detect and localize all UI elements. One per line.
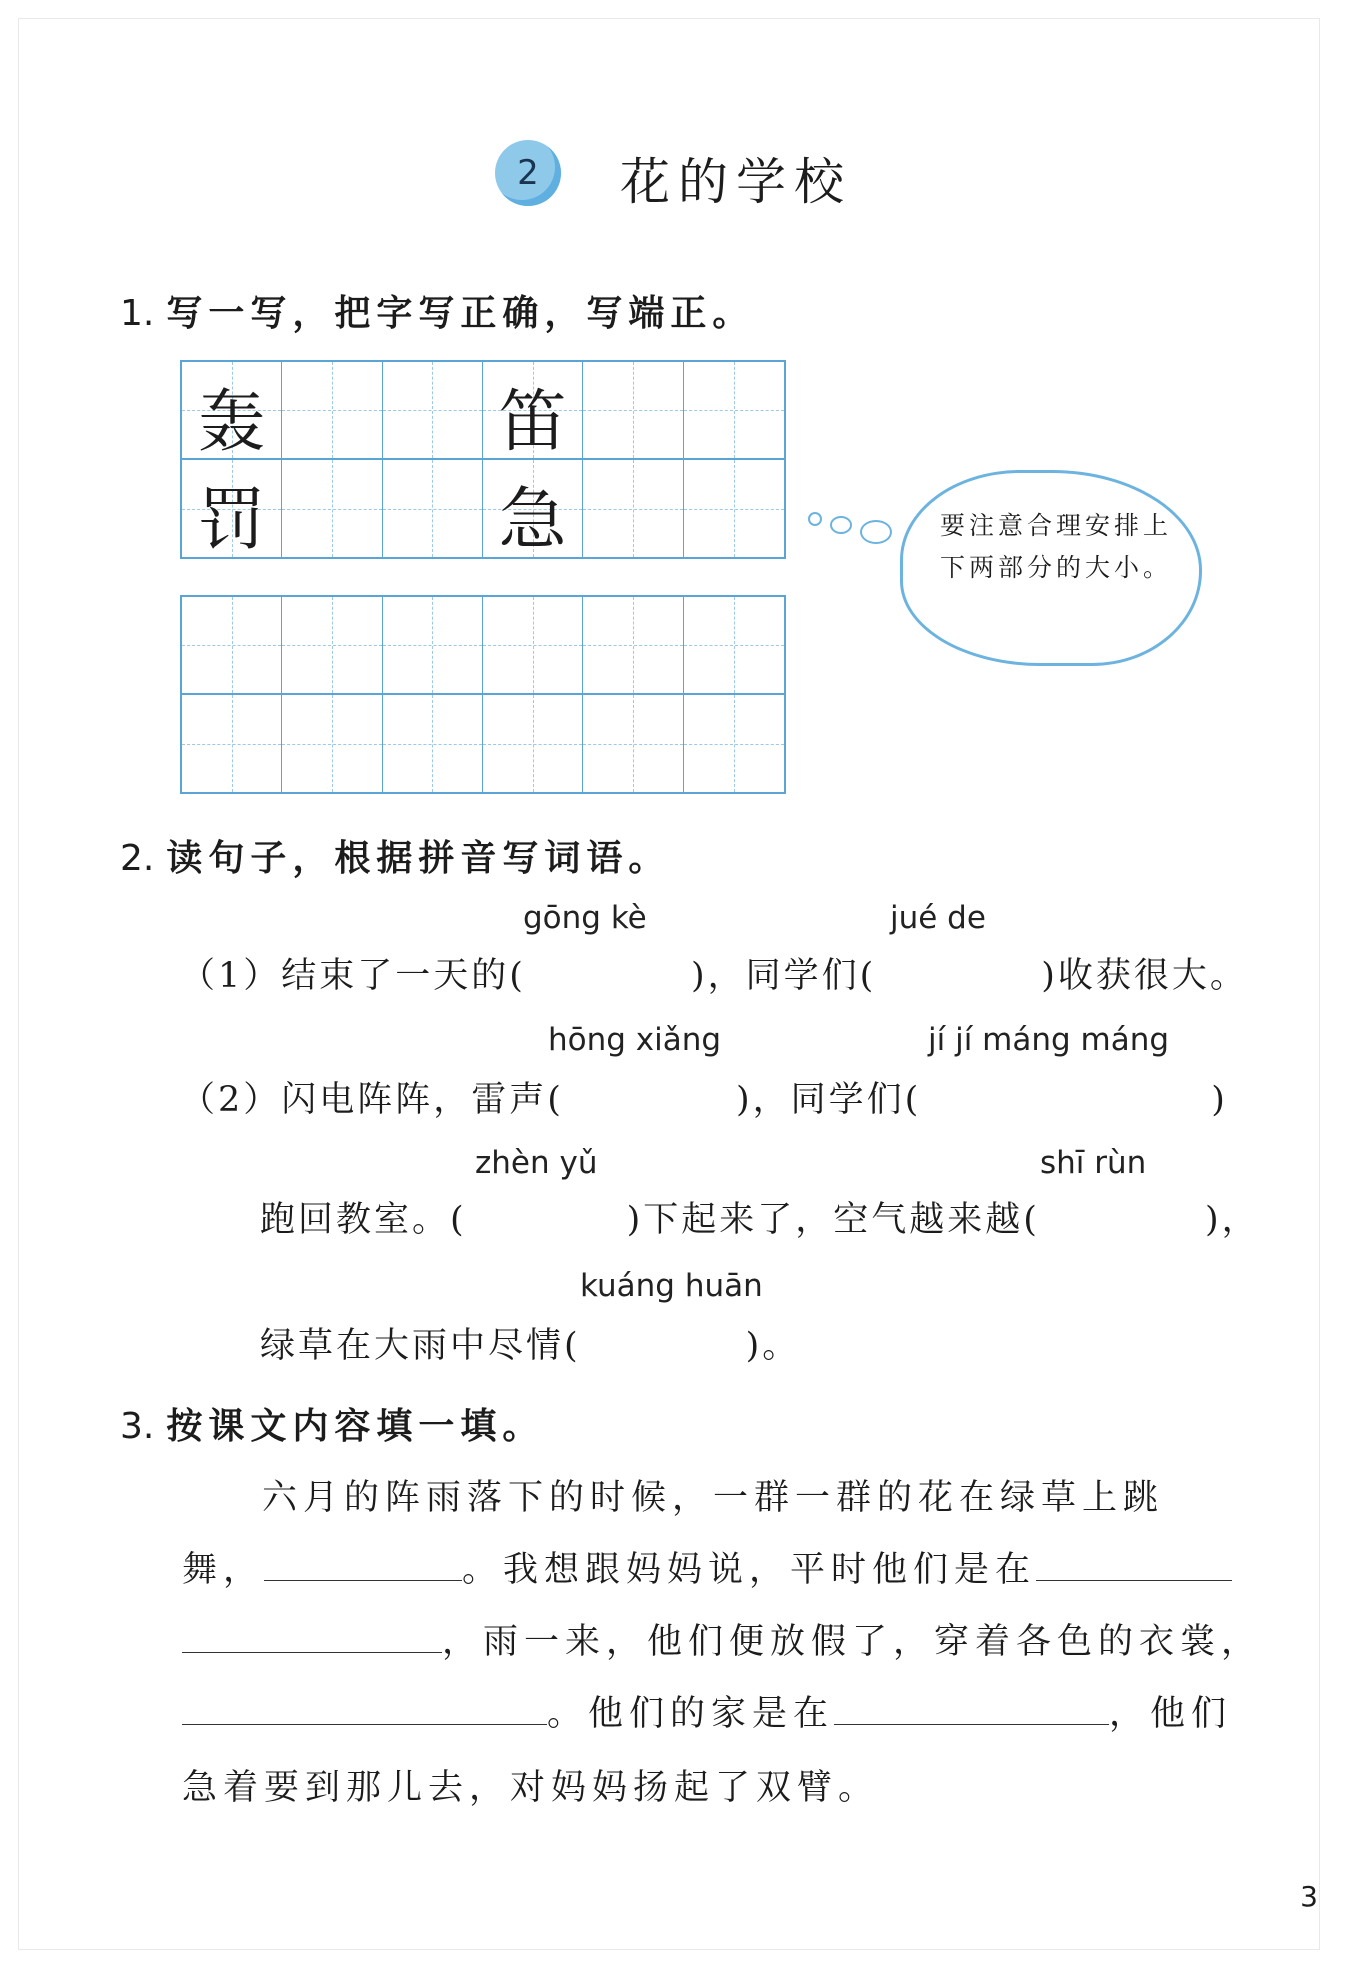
pinyin-label: gōng kè [523, 900, 647, 936]
grid-cell[interactable] [282, 460, 382, 557]
q1-number: 1. [120, 293, 155, 334]
model-character: 笛 [498, 383, 567, 462]
lesson-number-badge [495, 140, 561, 206]
sentence-4: 绿草在大雨中尽情( )。 [260, 1326, 801, 1366]
q2-heading-text: 读句子，根据拼音写词语。 [166, 837, 671, 879]
grid-cell[interactable] [383, 362, 483, 458]
writing-grid-row-4 [180, 694, 786, 794]
writing-grid-row-2 [180, 459, 786, 559]
answer-line[interactable] [182, 1694, 547, 1725]
answer-line[interactable] [264, 1550, 462, 1581]
grid-cell[interactable] [583, 695, 683, 792]
q2-number: 2. [120, 838, 155, 879]
writing-grid-row-3 [180, 595, 786, 695]
grid-cell[interactable] [282, 597, 382, 693]
answer-line[interactable] [1036, 1550, 1232, 1581]
thought-dot [808, 512, 822, 526]
q3-heading-text: 按课文内容填一填。 [166, 1405, 545, 1447]
grid-cell[interactable] [684, 597, 784, 693]
passage-line-4: 。他们的家是在 ，他们 [182, 1686, 1232, 1736]
sentence-label: （2） [180, 1080, 282, 1120]
grid-cell[interactable] [383, 695, 483, 792]
grid-cell[interactable] [483, 460, 583, 560]
passage-line-2: 舞， 。我想跟妈妈说，平时他们是在 [182, 1542, 1232, 1592]
tip-text [940, 505, 1180, 589]
q3-heading [120, 1398, 544, 1449]
sentence-3: 跑回教室。( )下起来了，空气越来越( )， [260, 1200, 1260, 1240]
pinyin-label: kuáng huān [580, 1268, 763, 1304]
grid-cell[interactable] [483, 695, 583, 792]
pinyin-label: shī rùn [1040, 1145, 1147, 1181]
lesson-title: 花的学校 [620, 153, 852, 211]
passage-line-5: 急着要到那儿去，对妈妈扬起了双臂。 [182, 1768, 880, 1808]
q1-heading [120, 285, 754, 336]
pinyin-label: zhèn yǔ [475, 1145, 598, 1181]
grid-cell[interactable] [583, 597, 683, 693]
pinyin-label: hōng xiǎng [548, 1022, 722, 1058]
sentence-label: （1） [180, 956, 282, 996]
grid-cell[interactable] [282, 695, 382, 792]
grid-cell[interactable] [182, 695, 282, 792]
grid-cell[interactable] [182, 362, 282, 462]
grid-cell[interactable] [282, 362, 382, 458]
lesson-number: 2 [517, 153, 539, 193]
q1-heading-text: 写一写，把字写正确，写端正。 [166, 292, 755, 334]
grid-cell[interactable] [684, 695, 784, 792]
grid-cell[interactable] [383, 597, 483, 693]
passage-line-3: ，雨一来，他们便放假了，穿着各色的衣裳， [182, 1614, 1262, 1664]
q3-number: 3. [120, 1406, 155, 1447]
pinyin-label: jué de [890, 900, 986, 936]
model-character: 轰 [197, 383, 266, 462]
grid-cell[interactable] [383, 460, 483, 557]
grid-cell[interactable] [483, 597, 583, 693]
grid-cell[interactable] [684, 362, 784, 458]
tip-body: 要注意合理安排上下两部分的大小。 [940, 511, 1173, 582]
model-character: 罚 [197, 481, 266, 560]
thought-dot [830, 516, 852, 534]
page-number: 3 [1300, 1880, 1318, 1913]
passage-line-1: 六月的阵雨落下的时候，一群一群的花在绿草上跳 [262, 1478, 1165, 1518]
answer-line[interactable] [834, 1694, 1109, 1725]
thought-dot [860, 520, 892, 544]
model-character: 急 [498, 481, 567, 560]
grid-cell[interactable] [182, 597, 282, 693]
writing-grid-row-1 [180, 360, 786, 460]
pinyin-label: jí jí máng máng [928, 1022, 1170, 1058]
grid-cell[interactable] [684, 460, 784, 557]
answer-line[interactable] [182, 1622, 442, 1653]
q2-heading [120, 830, 670, 881]
grid-cell[interactable] [583, 460, 683, 557]
grid-cell[interactable] [182, 460, 282, 560]
grid-cell[interactable] [483, 362, 583, 462]
sentence-1: （1）结束了一天的( )，同学们( )收获很大。 [180, 956, 1248, 996]
grid-cell[interactable] [583, 362, 683, 458]
sentence-2: （2）闪电阵阵，雷声( )，同学们( ) [180, 1080, 1228, 1120]
